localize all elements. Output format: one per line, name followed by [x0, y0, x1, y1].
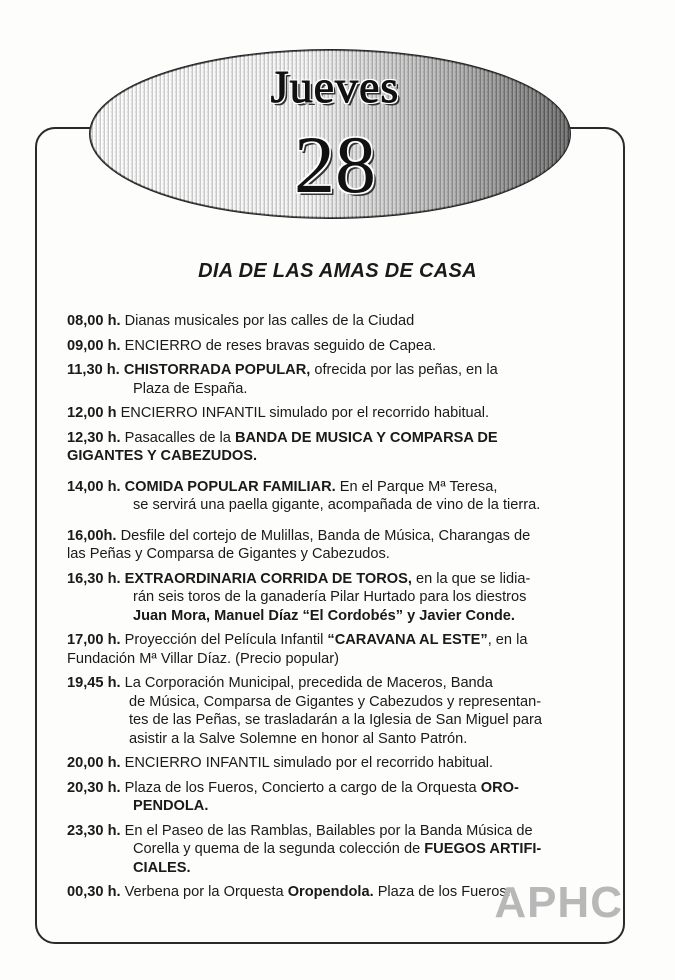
event-time: 09,00 h.	[67, 337, 121, 354]
event-time: 14,00 h.	[67, 478, 121, 495]
event-item	[67, 779, 567, 816]
event-item	[67, 674, 567, 748]
event-text: Pasacalles de la	[124, 429, 231, 446]
event-text-continued: rán seis toros de la ganadería Pilar Hurtado para los diestros	[133, 589, 527, 605]
event-text-line: asistir a la Salve Solemne en honor al Santo Patrón.	[129, 730, 468, 747]
event-text: Verbena por la Orquesta	[124, 884, 284, 900]
event-time: 16,30 h.	[67, 570, 121, 587]
event-list	[67, 312, 567, 908]
event-text: ofrecida por las peñas, en la	[314, 362, 498, 378]
day-label: Jueves	[270, 61, 400, 112]
event-item	[67, 631, 567, 668]
event-time: 19,45 h.	[67, 675, 121, 691]
date-badge	[85, 42, 585, 227]
event-item	[67, 822, 567, 878]
event-highlight: BANDA DE MUSICA Y COMPARSA DE	[234, 429, 498, 446]
event-highlight: Oropendola.	[287, 884, 374, 900]
event-time: 12,30 h.	[67, 429, 121, 446]
event-text: En el Paseo de las Ramblas, Bailables por la Banda Música de	[124, 822, 533, 839]
event-text: en la que se lidia-	[415, 570, 531, 587]
event-text: ENCIERRO INFANTIL simulado por el recorrido habitual.	[124, 755, 494, 771]
event-text-continued-part: Corella y quema de la segunda colección de	[133, 841, 421, 857]
event-time: 16,00h.	[67, 527, 117, 544]
event-highlight: ORO-	[480, 779, 519, 796]
event-time: 11,30 h.	[67, 362, 120, 378]
event-highlight: “CARAVANA AL ESTE”	[327, 632, 488, 648]
event-highlight: FUEGOS ARTIFI-	[424, 841, 542, 857]
event-text: Desfile del cortejo de Mulillas, Banda de Música, Charangas de	[120, 527, 531, 544]
event-item	[67, 527, 567, 564]
event-text-continued	[67, 840, 567, 859]
event-text: Plaza de los Fueros, Concierto a cargo de la Orquesta	[124, 779, 477, 796]
event-text-tail: , en la	[487, 632, 528, 648]
date-number: 28	[294, 119, 376, 210]
event-text-continued: Fundación Mª Villar Díaz. (Precio popular)	[67, 650, 339, 667]
event-highlight-continued: Juan Mora, Manuel Díaz “El Cordobés” y Javier Conde.	[133, 607, 515, 624]
event-highlight-continued: CIALES.	[133, 859, 191, 876]
event-highlight-continued: GIGANTES Y CABEZUDOS.	[67, 448, 258, 464]
event-item	[67, 754, 567, 773]
event-text: Proyección del Película Infantil	[124, 632, 324, 648]
event-time: 12,00 h	[67, 405, 117, 421]
event-time: 23,30 h.	[67, 822, 121, 839]
event-text-line: tes de las Peñas, se trasladarán a la Iglesia de San Miguel para	[129, 712, 542, 728]
event-highlight: CHISTORRADA POPULAR,	[123, 362, 311, 378]
event-time: 20,00 h.	[67, 755, 121, 771]
event-text: Dianas musicales por las calles de la Ciudad	[124, 313, 415, 329]
event-time: 20,30 h.	[67, 779, 121, 796]
event-time: 08,00 h.	[67, 313, 121, 329]
watermark-logo: APHC	[494, 878, 623, 927]
event-text-line: de Música, Comparsa de Gigantes y Cabezudos y representan-	[129, 693, 542, 710]
event-item	[67, 478, 567, 515]
event-highlight: EXTRAORDINARIA CORRIDA DE TOROS,	[124, 570, 412, 587]
event-text-continued: Plaza de España.	[133, 380, 248, 397]
event-item	[67, 312, 567, 331]
event-item	[67, 361, 567, 398]
event-text: En el Parque Mª Teresa,	[339, 478, 498, 495]
event-text-continued: se servirá una paella gigante, acompañada de vino de la tierra.	[133, 497, 541, 513]
event-text-tail: Plaza de los Fueros.	[377, 884, 511, 900]
event-highlight: COMIDA POPULAR FAMILIAR.	[124, 478, 336, 495]
event-item	[67, 429, 567, 466]
event-item	[67, 570, 567, 626]
event-item	[67, 883, 567, 902]
event-highlight-continued: PENDOLA.	[133, 798, 209, 814]
event-time: 17,00 h.	[67, 632, 121, 648]
event-text: ENCIERRO INFANTIL simulado por el recorrido habitual.	[120, 405, 490, 421]
event-text: ENCIERRO de reses bravas seguido de Capea.	[124, 337, 437, 354]
event-time: 00,30 h.	[67, 884, 121, 900]
event-text-continued: las Peñas y Comparsa de Gigantes y Cabezudos.	[67, 546, 390, 562]
event-item	[67, 404, 567, 423]
event-item	[67, 337, 567, 356]
page-title: DIA DE LAS AMAS DE CASA	[198, 260, 477, 282]
event-text: La Corporación Municipal, precedida de Maceros, Banda	[124, 675, 493, 691]
